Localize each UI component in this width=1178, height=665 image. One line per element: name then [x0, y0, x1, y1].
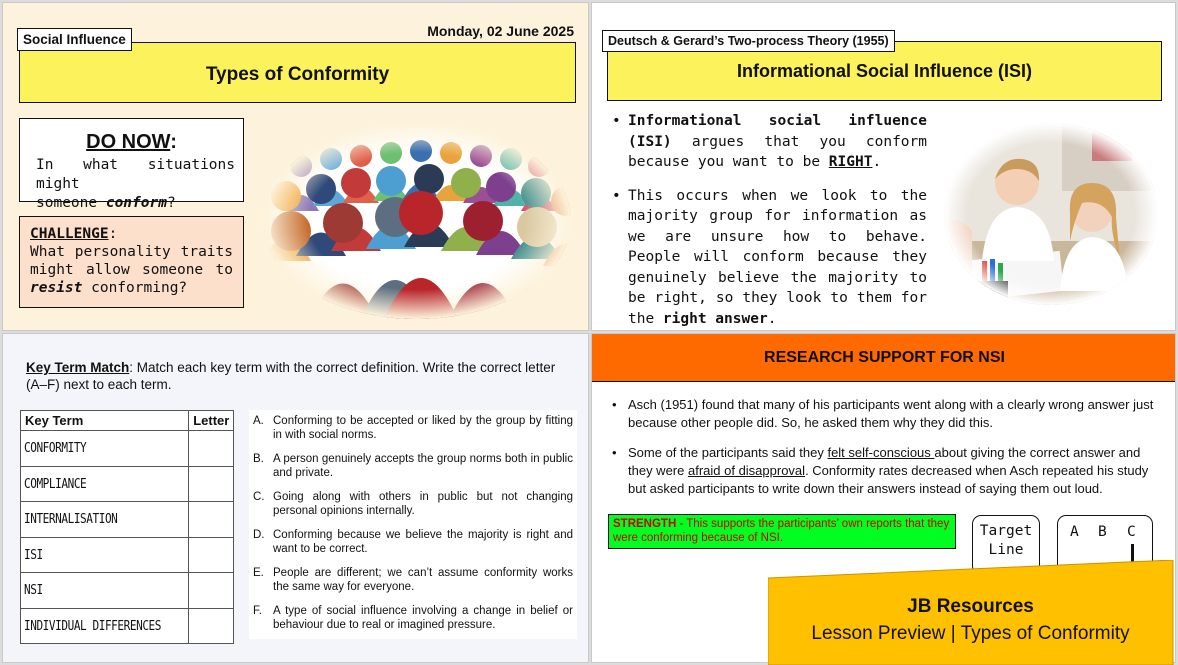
jb-resources-banner: [768, 560, 1178, 665]
date-label: Monday, 02 June 2025: [427, 23, 574, 39]
slide-tag: Social Influence: [17, 28, 132, 51]
banner-title: JB Resources: [907, 596, 1034, 617]
slide-title-text: RESEARCH SUPPORT FOR NSI: [764, 348, 1005, 366]
term-cell: COMPLIANCE: [24, 476, 87, 492]
research-bullets: [612, 396, 1158, 498]
instructions: Key Term Match: Match each key term with the correct definition. Write the correct letter (A–F) next to each term.: [26, 360, 556, 392]
target-line-box: Target Line: [972, 515, 1040, 575]
table-row: [21, 466, 234, 502]
children-photo: [942, 121, 1160, 307]
research-bullet-1: • Asch (1951) found that many of his participants went along with a clearly wrong answer just because other people did. So, he asked them why they did this.: [612, 396, 1158, 432]
crowd-illustration: [261, 121, 573, 321]
research-bullet-2: • Some of the participants said they felt self-conscious about giving the correct answer and they were afraid of disapproval. Conformity rates decreased when Asch repeated his study but asked participants to write down their answers instead of saying them out loud.: [612, 444, 1158, 498]
slide-title-text: Types of Conformity: [205, 63, 390, 85]
slide-title: [592, 334, 1176, 382]
term-cell: INDIVIDUAL DIFFERENCES: [24, 618, 162, 634]
definition-item: E. People are different; we can’t assume conformity works the same way for everyone.: [253, 567, 573, 593]
definition-item: D. Conforming because we believe the majority is right and want to be correct.: [253, 529, 573, 555]
term-cell: CONFORMITY: [24, 441, 87, 457]
letter-cell[interactable]: [189, 608, 234, 644]
term-cell: NSI: [24, 583, 43, 599]
table-row: [21, 573, 234, 609]
option-b: B: [1098, 524, 1107, 540]
header-key-term: Key Term: [21, 411, 189, 431]
definitions-box: [249, 410, 577, 639]
strength-box: STRENGTH - This supports the participants’ own reports that they were conforming because of NSI.: [608, 514, 956, 549]
definition-item: F. A type of social influence involving a change in belief or behaviour due to real or imagined pressure.: [253, 605, 573, 631]
slide-isi: [591, 2, 1176, 331]
isi-bullets: [612, 111, 927, 329]
definitions-list: [253, 414, 573, 632]
do-now-text: In what situations might someone conform?: [36, 157, 235, 211]
definition-item: B. A person genuinely accepts the group norms both in public and private.: [253, 453, 573, 479]
header-letter: Letter: [189, 411, 234, 431]
key-term-table: [20, 410, 234, 644]
challenge-text: CHALLENGE: What personality traits might allow someone to resist conforming?: [30, 226, 233, 296]
slide-key-term-match: [2, 333, 589, 663]
slide-title-text: Informational Social Influence (ISI): [736, 60, 1033, 81]
letter-cell[interactable]: [189, 537, 234, 573]
letter-cell[interactable]: [189, 466, 234, 502]
table-row: [21, 502, 234, 538]
term-cell: INTERNALISATION: [24, 512, 118, 528]
letter-cell[interactable]: [189, 431, 234, 467]
banner-subtitle: Lesson Preview | Types of Conformity: [811, 623, 1130, 644]
table-row: [21, 431, 234, 467]
isi-bullet-1: • Informational social influence (ISI) argues that you conform because you want to be RIGHT.: [612, 111, 927, 173]
do-now-box: [19, 118, 244, 211]
option-a: A: [1070, 524, 1079, 540]
table-row: [21, 608, 234, 644]
table-row: [21, 537, 234, 573]
option-c: C: [1127, 524, 1136, 540]
definition-item: C. Going along with others in public but not changing personal opinions internally.: [253, 491, 573, 517]
do-now-heading: DO NOW:: [86, 131, 177, 153]
slide-social-influence: [2, 2, 589, 331]
challenge-box: [19, 216, 244, 308]
slide-title: [19, 42, 576, 103]
slide-tag: Deutsch & Gerard’s Two-process Theory (1955): [602, 30, 895, 52]
isi-bullet-2: • This occurs when we look to the majority group for information as we are unsure how to behave. People will conform because they genuinely believe the majority to be right, so they look to them for the right answer.: [612, 186, 927, 330]
letter-cell[interactable]: [189, 502, 234, 538]
term-cell: ISI: [24, 547, 43, 563]
letter-cell[interactable]: [189, 573, 234, 609]
definition-item: A. Conforming to be accepted or liked by the group by fitting in with social norms.: [253, 415, 573, 441]
